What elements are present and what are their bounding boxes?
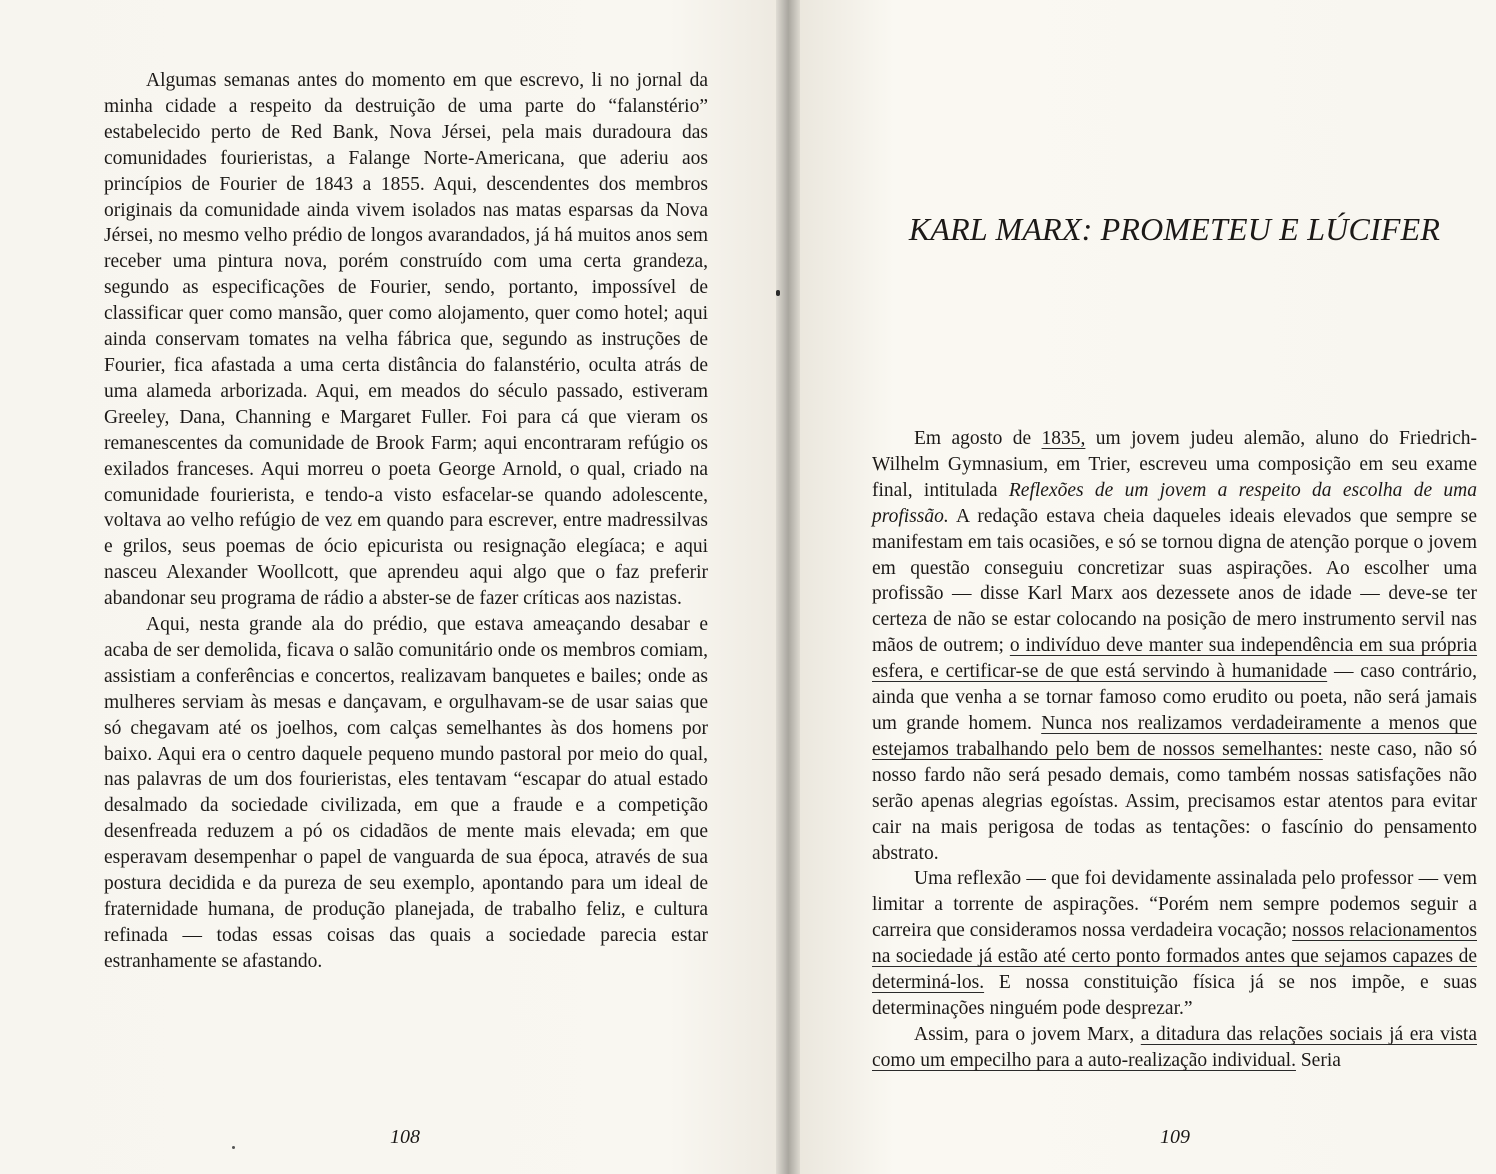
text-run: Seria xyxy=(1295,1049,1341,1071)
paragraph xyxy=(872,426,1477,866)
text-run: neste caso, não só nosso fardo não será pesado demais, como também nossas satisfações não serão apenas alegrias egoístas. Assim, precisamos estar atentos para evitar cair na mais perigosa de todas as tentações: o fascínio do pensamento abstrato. xyxy=(872,738,1477,864)
underlined-passage: o indivíduo deve manter sua independência em sua própria esfera, e certificar-se de que está servindo à humanidade xyxy=(872,635,1478,683)
text-run: A redação estava cheia daqueles ideais elevados que sempre se manifestam em tais ocasiões, e só se tornou digna de atenção porque o jovem em questão conseguiu concretizar suas aspirações. Ao escolher uma profissão — disse Karl Marx aos dezessete anos de idade — deve-se ter certeza de não se estar colocando na posição de mero instrumento servil nas mãos de outrem; xyxy=(872,505,1477,657)
underlined-passage: a ditadura das relações sociais já era vista como um empecilho para a auto-realização individual. xyxy=(872,1023,1477,1071)
paragraph xyxy=(872,866,1477,1021)
right-page xyxy=(788,0,1496,1174)
pen-mark xyxy=(776,290,780,296)
left-page-text xyxy=(104,68,708,975)
text-run: Assim, para o jovem Marx, xyxy=(914,1023,1141,1045)
right-page-text xyxy=(872,426,1477,1074)
essay-title: Reflexões de um jovem a respeito da escolha de uma profissão. xyxy=(872,479,1478,527)
underlined-passage: nossos relacionamentos na sociedade já estão até certo ponto formados antes que sejamos capazes de determiná-los. xyxy=(872,920,1477,994)
text-run: E nossa constituição física já se nos impõe, e suas determinações ninguém pode desprezar.” xyxy=(872,972,1477,1019)
chapter-title: KARL MARX: PROMETEU E LÚCIFER xyxy=(908,211,1441,247)
underlined-passage: Nunca nos realizamos verdadeiramente a menos que estejamos trabalhando pelo bem de nossos semelhantes: xyxy=(872,712,1477,760)
paragraph: Aqui, nesta grande ala do prédio, que estava ameaçando desabar e acaba de ser demolida, ficava o salão comunitário onde os membros comiam, assistiam a conferências e concertos, realizavam banquetes e bailes; onde as mulheres serviam às mesas e dançavam, e orgulhavam-se de usar saias que só chegavam até os joelhos, com calças semelhantes às dos homens por baixo. Aqui era o centro daquele pequeno mundo pastoral por meio do qual, nas palavras de um dos fourieristas, eles tentavam “escapar do atual estado desalmado da sociedade civilizada, em que a fraude e a competição desenfreada reduzem a pó os cidadãos de mente mais elevada; em que esperavam desempenhar o papel de vanguarda de sua época, através de sua postura decidida e da pureza de seu exemplo, apontando para um ideal de fraternidade humana, de produção planejada, de trabalho feliz, e cultura refinada — todas essas coisas das quais a sociedade parecia estar estranhamente se afastando. xyxy=(104,614,708,972)
page-speck xyxy=(232,1146,235,1149)
paragraph xyxy=(872,1022,1477,1074)
underlined-year: 1835, xyxy=(1041,428,1086,449)
page-number: 108 xyxy=(390,1126,420,1148)
text-run: Em agosto de xyxy=(914,428,1042,449)
text-run: Uma reflexão — que foi devidamente assinalada pelo professor — vem limitar a torrente de aspirações. “Porém nem sempre podemos seguir a carreira que consideramos nossa verdadeira vocação; xyxy=(872,868,1477,942)
text-run: — caso contrário, ainda que venha a se tornar famoso como erudito ou poeta, não será jamais um grande homem. xyxy=(872,661,1477,734)
page-number: 109 xyxy=(1160,1126,1190,1148)
book-gutter xyxy=(776,0,800,1174)
text-run: um jovem judeu alemão, aluno do Friedrich-Wilhelm Gymnasium, em Trier, escreveu uma composição em seu exame final, intitulada xyxy=(872,428,1477,501)
paragraph: Algumas semanas antes do momento em que escrevo, li no jornal da minha cidade a respeito da destruição de uma parte do “falanstério” estabelecido perto de Red Bank, Nova Jérsei, pela mais duradoura das comunidades fourieristas, a Falange Norte-Americana, que aderiu aos princípios de Fourier de 1843 a 1855. Aqui, descendentes dos membros originais da comunidade ainda vivem isolados nas matas esparsas da Nova Jérsei, no mesmo velho prédio de longos avarandados, já há muitos anos sem receber uma pintura nova, porém construído com uma certa grandeza, segundo as especificações de Fourier, sendo, portanto, impossível de classificar quer como mansão, quer como alojamento, quer como hotel; aqui ainda conservam tomates na velha fábrica que, segundo as instruções de Fourier, fica afastada a uma certa distância do falanstério, oculta atrás de uma alameda arborizada. Aqui, em meados do século passado, estiveram Greeley, Dana, Channing e Margaret Fuller. Foi para cá que vieram os remanescentes da comunidade de Brook Farm; aqui encontraram refúgio os exilados franceses. Aqui morreu o poeta George Arnold, o qual, criado na comunidade fourierista, e tendo-a visto esfacelar-se quando adolescente, voltava ao velho refúgio de vez em quando para escrever, entre madressilvas e grilos, seus poemas de ócio epicurista ou resignação elegíaca; e aqui nasceu Alexander Woollcott, que aprendeu aqui algo que o faz preferir abandonar seu programa de rádio a abster-se de fazer críticas aos nazistas. xyxy=(104,70,708,610)
